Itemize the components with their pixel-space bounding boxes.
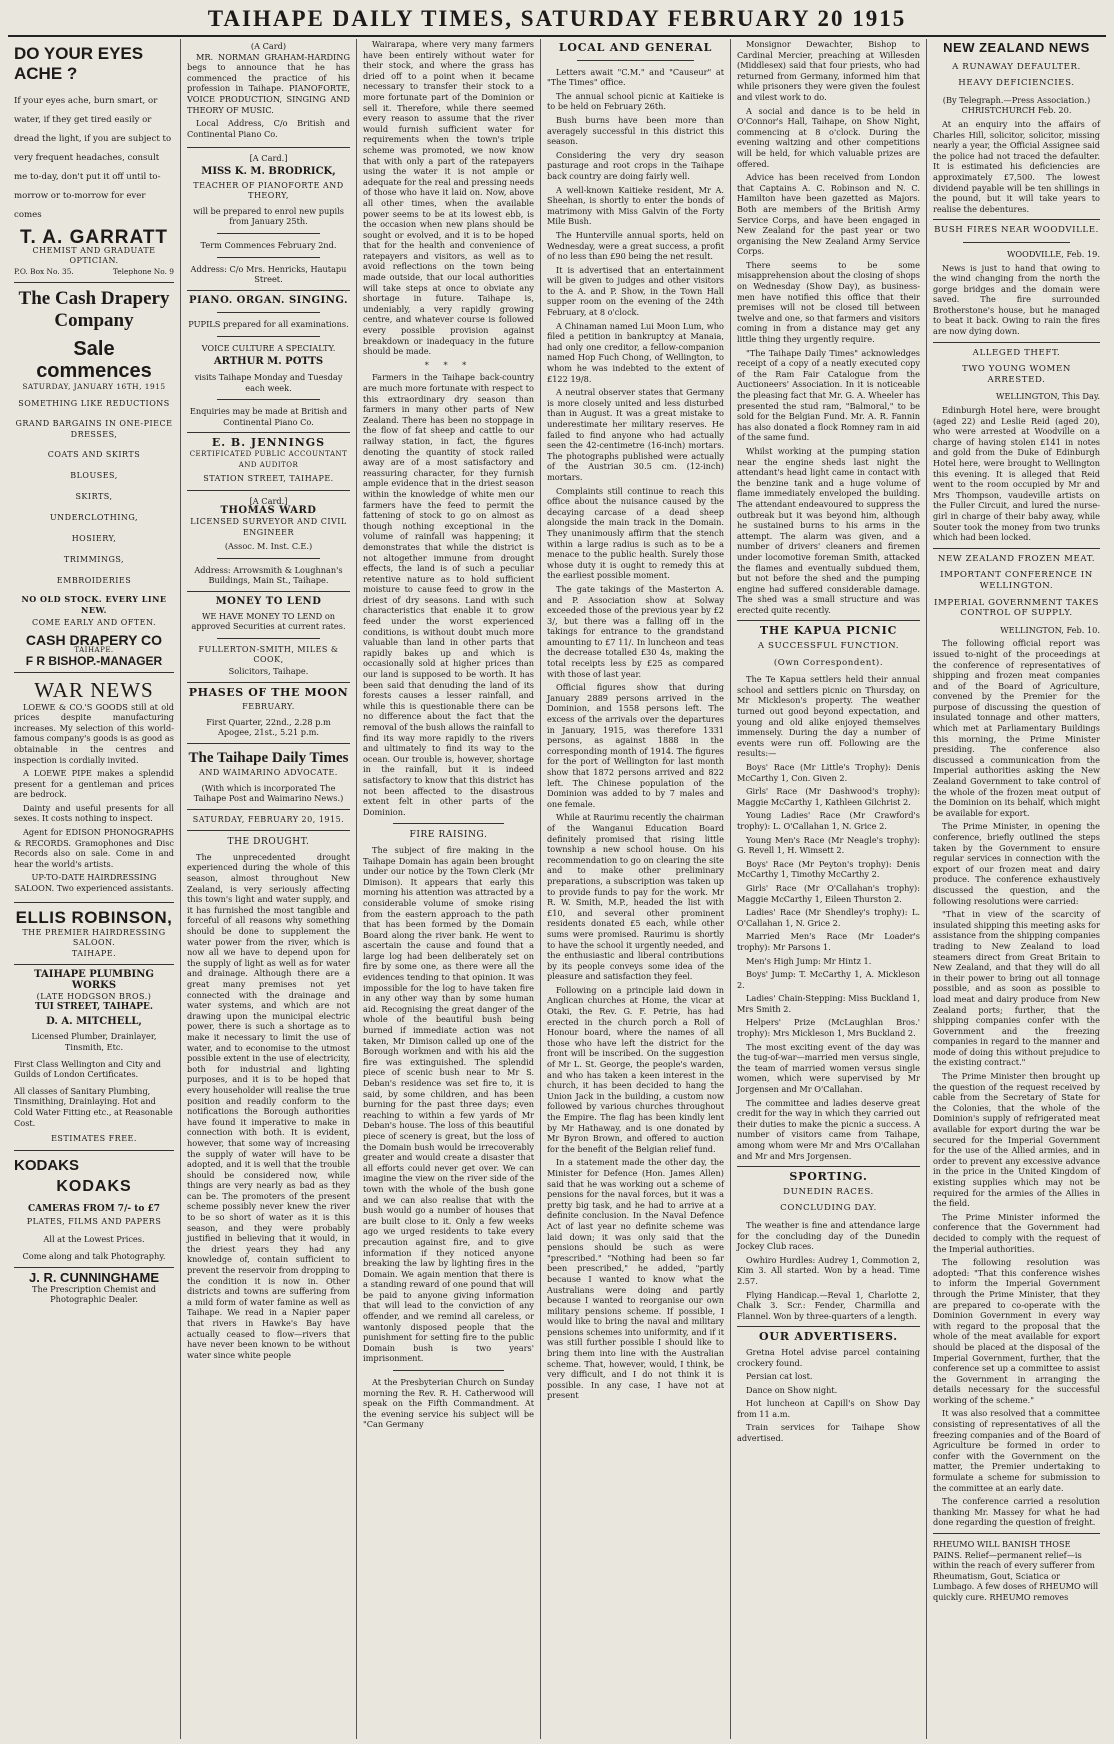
card-brodrick [187,148,350,290]
plumbing-work: All classes of Sanitary Plumbing, Tinsmithing, Drainlaying. Hot and Cold Water Fitting etc., at Reasonable Cost. [14,1085,173,1128]
ad-money-to-lend [187,592,350,683]
meat-item: The Prime Minister then brought up the question of the request received by cable from the Secretary of State for the Colonies, that the whole of the Dominion's supply of refrigerated meat available for export during the war be secured for the Imperial Government for the use of the Allied armies, and in order to prevent any excessive advance in the price in the United Kingdom of existing supplies which may not be required for the armies of the Allies in the field. [933,1071,1100,1209]
kapua-item: Ladies' Chain-Stepping: Miss Buckland 1, Mrs Smith 2. [737,993,920,1014]
kapua-item: The committee and ladies deserve great credit for the way in which they carried out their duties to make the picnic a success. A number of visitors came from Taihape, among whom were Mr and Mrs O'Callahan and Mr and Mrs Jorgensen. [737,1097,920,1161]
news-item: There seems to be some misapprehension about the closing of shops on Wednesday (Show Day), as business-men have notified this office that their premises will not be closed till between twelve and one, so that farmers and visitors coming in from a distance may get any little thing they urgently require. [737,259,920,345]
ellis-sub: THE PREMIER HAIRDRESSING SALOON. [22,927,166,948]
kapua-item: Boys' Race (Mr Peyton's trophy): Denis McCarthy 1, Timothy McCarthy 2. [737,858,920,880]
section-stars: * * * [424,359,473,370]
divider [217,336,320,337]
local-item: The Hunterville annual sports, held on Wednesday, were a great success, a profit of no less than £90 being the net result. [547,229,724,262]
news-item: Advice has been received from London that Captains A. C. Robinson and N. C. Hamilton have been gazetted as Majors. Both are members of the British Army Service Corps, and have been engaged in New Zealand for the past year or two organising the New Zealand Army Service Corps. [737,172,920,257]
meat-item: The following official report was issued to-night of the proceedings at the conference of representatives of shipping and frozen meat companies and of the Board of Agriculture, convened by the Premier for the purpose of discussing the question of insulated tonnage and other matters, which met at Parliamentary Buildings this morning, the Prime Minister presiding. The conference also discussed a communication from the Imperial authorities asking the New Zealand Government to take control of the whole of the frozen meat output of the Dominion on its behalf, which might be available for export. [933,638,1100,818]
local-item: While at Raurimu recently the chairman of the Wanganui Education Board definitely promised that rising little township a new school house. On his recommendation to go on clearing the site and to make other preliminary preparations, a subscription was taken up to provide funds to pay for the work. Mr R. W. Smith, M.P., headed the list with £10, and several other prominent residents donated £5 each, while other sums were promised. Raurimu is shortly to have the school it urgently needed, and the enthusiastic and liberal contributions by its people conveys some idea of the pleasure and satisfaction they feel. [547,812,724,982]
sale-item: EMBROIDERIES [56,575,132,585]
paper-date: SATURDAY, FEBRUARY 20, 1915. [192,814,345,824]
ad-cash-drapery [14,283,174,672]
divider [217,638,320,639]
meat-headline: NEW ZEALAND FROZEN MEAT. [937,553,1096,564]
card-label: [A Card.] [249,153,288,164]
adv-item: Hot luncheon at Capill's on Show Day from 11 a.m. [737,1398,920,1419]
meat-item: The following resolution was adopted: "That this conference wishes to inform the Imperial Government through the Prime Minister, that they are prepared to co-operate with the Dominion Government in every way with regard to the proposal that the whole of the meat available for export should be placed at the disposal of the Imperial Government, further, that the conference set up a committee to assist the Government in arranging the details necessary for the successful working of the scheme." [933,1257,1100,1405]
ward-address: Address: Arrowsmith & Loughnan's Buildings, Main St., Taihape. [194,564,343,586]
local-item: Letters await "C.M." and "Causeur" at "The Times" office. [547,66,724,88]
brodrick-text: will be prepared to enrol new pupils from January 25th. [193,205,344,227]
news-item: "The Taihape Daily Times" acknowledges receipt of a copy of a neatly executed copy of the Ram Fair Catalogue from the Auctioneers' Association. In it is noticeable the pleasing fact that Mr. G. A. Wheeler has presented the stud ram, "Balmoral," to be sold for the Belgian Fund. Mr. A. R. Fannin has also donated a flock Romney ram in aid of the same fund. [737,347,920,443]
sale-title: Sale commences [36,338,152,383]
kodaks-title-1: KODAKS [14,1156,80,1174]
garratt-tel: Telephone No. 9 [112,266,174,276]
plumbing-title: TAIHAPE PLUMBING WORKS [34,969,154,991]
theft-dateline: WELLINGTON, This Day. [996,391,1100,402]
theft-sub: TWO YOUNG WOMEN ARRESTED. [962,364,1071,385]
garratt-box: P.O. Box No. 35. [14,266,74,276]
kapua-item: Young Men's Race (Mr Neagle's trophy): G. Revell 1, H. Wimsett 2. [737,834,920,856]
jennings-address: STATION STREET, TAIHAPE. [203,474,334,484]
plumbing-name: D. A. MITCHELL, [46,1015,142,1027]
paper-sub: AND WAIMARINO ADVOCATE. [199,767,338,777]
eyes-headline: DO YOUR EYES ACHE ? [14,44,144,83]
divider [187,809,350,810]
sale-item: UNDERCLOTHING, [49,512,139,522]
potts-pupils: PUPILS prepared for all examinations. [188,319,349,330]
church-body: At the Presbyterian Church on Sunday morning the Rev. R. H. Catherwood will speak on the Fifth Commandment. At the evening service his subject will be "Can Germany [363,1377,534,1430]
meat-item: It was also resolved that a committee consisting of representatives of all the freezing companies and of the Board of Agriculture be formed in order to confer with the Government on the matter, the Premier undertaking to formulate a scheme for submission to the committee at an early date. [933,1408,1100,1493]
sporting-headline: SPORTING. [789,1170,868,1184]
no-old-stock: NO OLD STOCK. EVERY LINE NEW. [21,593,167,615]
moon-month: FEBRUARY. [242,702,295,712]
column-5-news [731,39,927,1739]
garratt-title: CHEMIST AND GRADUATE OPTICIAN. [32,245,156,266]
come-early: COME EARLY AND OFTEN. [31,618,157,628]
adv-item: Dance on Show night. [746,1384,838,1395]
card-label: (A Card) [250,41,287,51]
divider [933,219,1100,220]
kodaks-title-2: KODAKS [56,1177,132,1195]
kapua-item: Girls' Race (Mr O'Callahan's trophy): Maggie McCarthy 1, Eileen Thurston 2. [737,882,920,904]
ad-war-news [14,673,174,903]
divider [393,1370,504,1371]
war-para: UP-TO-DATE HAIRDRESSING SALOON. Two experienced assistants. [14,872,174,894]
jennings-title: CERTIFICATED PUBLIC ACCOUNTANT AND AUDITOR [189,450,348,469]
moon-apogee: Apogee, 21st., 5.21 p.m. [218,727,319,738]
cash-drapery-title: The Cash Drapery Company [18,288,170,332]
adv-item: Persian cat lost. [746,1371,813,1382]
deficiencies-headline: HEAVY DEFICIENCIES. [958,78,1075,89]
garratt-name: T. A. GARRATT [19,227,169,248]
kapua-item: Boys' Race (Mr Little's Trophy): Denis McCarthy 1, Con. Given 2. [737,762,920,783]
fire-headline: FIRE RAISING. [409,830,488,841]
drought-body: The unprecedented drought experienced during the whole of this season, almost throughout New Zealand, is very seriously affecting this town's light and water supply, and it has furnished the most tangible and forceful of all reasons why something should be done to supplement the water power from the river, which is now all we have to depend upon for the supply of light as well as for water and drainage. Although there are a great many premises not yet connected with the drainage and water systems, and which are not drawing upon the municipal electric power, there is such a shortage as to make it necessary to limit the use of water, and to economise to the utmost possible extent in the use of electricity, both for industrial and lighting purposes, and it is to be hoped that every householder will realise the true position and readily conform to the notifications the Borough authorities have found it imperative to make in connection with both. It is evident, however, that some way of increasing the supply of water will have to be adopted, and it is well that the trouble should be considered now, while things are very nearly as bad as they can be. The promoters of the present scheme possibly never knew the river to be so short of water as it is this season, and they were probably justified in believing that it would, in the driest years they had any knowledge of, contain sufficient to prevent the reservoir from dropping to the condition it is now in. Other districts and towns are suffering from a mild form of water famine as well as Taihape. We read in a Napier paper that rivers in Hawke's Bay have actually ceased to flow—rivers that have never been known to be without water since white people [187,851,350,1360]
news-item: Monsignor Dewachter, Bishop to Cardinal Mercier, preaching at Willesden (Middlesex) said that four priests, who had returned from Germany, informed him that while prisoners they were given the foulest and vilest work to do. [737,39,920,102]
paper-masthead [187,744,350,831]
local-item: A well-known Kaitieke resident, Mr A. Sheehan, is shortly to enter the bonds of matrimony with Miss Galvin of the Forty Mile Bush. [547,184,724,227]
divider [217,233,320,234]
ad-moon-phases [187,683,350,744]
bush-dateline: WOODVILLE, Feb. 19. [1006,248,1100,259]
moon-first: First Quarter, 22nd., 2.28 p.m [206,716,331,727]
kapua-item: Helpers' Prize (McLaughlan Bros.' trophy): Mrs Mickleson 1, Mrs Buckland 2. [737,1017,920,1039]
divider [737,1326,920,1327]
local-general-headline: LOCAL AND GENERAL [558,41,713,54]
card-ward [187,491,350,592]
fire-body: The subject of fire making in the Taihape Domain has again been brought under our notice by the Town Clerk (Mr Dimison). It appears that early this morning his attention was attracted by a considerable volume of smoke rising from the eastern approach to the path that has been formed by the Domain Board along the river bank. He went to ascertain the cause and found that a large log had been deliberately set on fire by some one, as there were all the evidences tending to that opinion. It was impossible for the log to have taken fire in any other way than by some human aid. Recognising the great danger of the whole of the beautiful bush being burned if immediate action was not taken, Mr Dimison called up one of the Borough workmen and with his aid the fire was extinguished. The splendid piece of scenic bush near to Mr S. Deban's residence was set fire to, it is said, by some children, and has been burning for the past three days; even reaching to within a few yards of Mr Deban's house. The loss of this beautiful piece of scenery is great, but the loss of the Domain bush would be irrecoverably greater and would create a disaster that all efforts could never get over. We can imagine the view on the river side of the town with the whole of the bush gone and we can also realise that with the bush would go a number of houses that are built close to it. Only a few weeks ago we urged residents to take every precaution against fire, and to give information if they noticed anyone breaking the law by lighting fires in the Domain. We again mention that there is a standing reward of one pound that will be paid to anyone giving information that will lead to the conviction of any offender, and we remind all careless, or wantonly disposed people that the punishment for setting fire to the public Domain bush is two years' imprisonment. [363,844,534,1364]
news-item: Whilst working at the pumping station near the engine sheds last night the attendant's head light came in contact with the benzine tank and a huge volume of flame immediately enveloped the building. The attendant endeavoured to suppress the outbreak but it was beyond him, although he sustained burns to his arms in the attempt. The alarm was given, and a number of drivers' cleaners and firemen under locomotive foreman Smith, attacked the flames and eventually subdued them, but not before the shed and the pumping engine had suffered considerable damage. The shed was a small structure and was erected quite recently. [737,445,920,615]
potts-visits: visits Taihape Monday and Tuesday each week. [194,372,343,393]
ad-eyes [14,39,174,283]
column-2-cards-editorial [181,39,357,1739]
sale-date: SATURDAY, JANUARY 16TH, 1915 [22,382,166,392]
paper-incorporated: (With which is incorporated The Taihape Post and Waimarino News.) [193,782,344,804]
money-title: MONEY TO LEND [215,595,322,607]
cunninghame-name: J. R. CUNNINGHAME [28,1270,159,1286]
local-item: A Chinaman named Lui Moon Lum, who filed a petition in bankruptcy at Manaia, had only one creditor, a fellow-companion named Hop Fuch Chong, of Wellington, to whom he was indebted to the extent of £122 19/8. [547,320,724,384]
local-item: Considering the very dry season pasturage and root crops in the Taihape back country are doing fairly well. [547,149,724,181]
sale-item: SKIRTS, [75,491,113,501]
local-item: Complaints still continue to reach this office about the nuisance caused by the decaying carcase of a dead sheep alongside the main track in the Domain. They unanimously affirm that the stench within a large radius is such as to be a menace to the public health. Surely those whose duty it is ought to remedy this at the earliest possible moment. [547,485,724,581]
potts-name: ARTHUR M. POTTS [213,356,324,368]
ad-potts [187,291,350,434]
divider [737,620,920,621]
meat-sub-2: IMPERIAL GOVERNMENT TAKES CONTROL OF SUPPLY. [933,597,1100,619]
sale-item: HOSIERY, [71,533,117,543]
cunninghame-sub: The Prescription Chemist and Photographic Dealer. [32,1283,156,1305]
divider [737,1166,920,1167]
plumbing-cert: First Class Wellington and City and Guilds of London Certificates. [14,1058,161,1080]
rheumo-ad: RHEUMO WILL BANISH THOSE PAINS. Relief—permanent relief—is within the reach of every sufferer from Rheumatism, Gout, Sciatica or Lumbago. A few doses of RHEUMO will quickly cure. RHEUMO removes [933,1539,1099,1602]
divider [933,342,1100,343]
theft-headline: ALLEGED THEFT. [972,347,1061,358]
ward-title: LICENSED SURVEYOR AND CIVIL ENGINEER [190,517,347,537]
ellis-name: ELLIS ROBINSON, [15,907,173,927]
columns [8,39,1106,1739]
sale-item: GRAND BARGAINS IN ONE-PIECE DRESSES, [15,418,173,439]
paper-title: The Taihape Daily Times [188,749,349,766]
sale-item: SOMETHING LIKE REDUCTIONS [18,398,170,408]
plumbing-trade: Licensed Plumber, Drainlayer, Tinsmith, Etc. [31,1031,157,1052]
drought-continued: Wairarapa, where very many farmers have been entirely without water for their stock, and where the grass has dried off to a point when it became necessary to transfer their stock to a more fortunate part of the Dominion or sell it. Therefore, while there seemed every reason to assume that the river would furnish sufficient water for requirements when the town's triple scheme was promoted, we now know that with only a part of the ratepayers using the water it is not ample or adequate for the real and pressing needs of those who have it laid on. Now, above all other times, when the available power seems to be at its lowest ebb, is the occasion when new plans should be sought or evolved, and it is to be hoped that for the health and convenience of ratepayers and visitors, as well as to avoid reflections on the town being made outside, that our local authorities will take steps at once to obviate any shortage in future. Taihape is, undeniably, a very rapidly growing centre, and whatever course is followed every possible provision against breakdown or inadequacy in the future should be made. [363,39,534,357]
kapua-sub: A SUCCESSFUL FUNCTION. [757,641,900,652]
ward-name: THOMAS WARD [220,505,317,517]
news-item: A social and dance is to be held in O'Connor's Hall, Taihape, on Show Night, commencing at 8 o'clock. During the evening waltzing and other competitions will be held, for which valuable prizes are offered. [737,105,920,169]
kapua-item: Men's High Jump: Mr Hintz 1. [746,955,872,966]
ward-assoc: (Assoc. M. Inst. C.E.) [224,541,313,552]
kapua-item: The most exciting event of the day was the tug-of-war—married men versus single, the team of married women versus single women, which were supervised by Mr Jorgensen and Mr O'Callahan. [737,1041,920,1095]
divider [963,242,1070,243]
farmers-body: Farmers in the Taihape back-country are much more fortunate with respect to this extraordinary dry season than farmers in many other parts of New Zealand. There has been no stoppage in the flow of fat sheep and cattle to our railway station, in fact, the figures denoting the quantity of stock railed away are of a most satisfactory and reassuring character, for they furnish ample evidence that in the driest season within the knowledge of white men our farmers have the feed to permit the fattening of stock to go on almost as though nothing exceptional in the volume of rainfall was happening; it demonstrates that while the district is not altogether immune from drought effects, the land is of such a peculiar retentive nature as to hold sufficient moisture to cause feed to grow in the driest of dry seasons. Land with such characteristics that enable it to grow feed under the worst experienced conditions, is without doubt much more valuable than land in other parts that rapidly bakes up and which is occasionally sold at higher prices than our land is supposed to be worth. It has been said that denuding the land of its forests causes a lesser rainfall, and while this is questionable there can be no difference about the fact that the removal of the bush allows the rainfall to find its way more rapidly to the rivers and ultimately to find its way to the ocean. Our trouble is, however, shortage in the rainfall, but it is indeed satisfactory to know that this district has not been affected to the disastrous extent felt in other parts of the Dominion. [363,372,534,817]
runaway-headline: A RUNAWAY DEFAULTER. [952,61,1081,72]
meat-item: The Prime Minister informed the conference that the Government had decided to comply with the request of the Imperial authorities. [933,1211,1100,1254]
meat-item: The conference carried a resolution thanking Mr. Massey for what he had done regarding the question of freight. [933,1496,1100,1528]
local-item: In a statement made the other day, the Minister for Defence (Hon. James Allen) said that he was working out a scheme of pensions for the naval forces, but it was a pretty big task, and he had to arrive at a definite conclusion. In the Naval Defence Act of last year no definite scheme was laid down; it was only said that the pensions should be such as were "prescribed." "Nothing had been so far been prescribed," he added, "partly because I wanted to know what the Australians were doing and partly because I wanted to reorganise our own military pensions scheme. If possible, I would like to bring the naval and military pensions schemes into uniformity, and if it was still further possible I should like to bring them into line with the Australian scheme. That, however, would, I think, be very difficult, and I do not think it is possible. In any case, I have not at present [547,1157,724,1401]
local-item: Following on a principle laid down in Anglican churches at Home, the vicar at Otaki, the Rev. G. F. Petrie, has had erected in the church porch a Roll of Honour board, where the names of all those who have left the district for the front will be inscribed. On the suggestion of Mr L. St. George, the people's warden, and who has taken a keen interest in the church, it has been decided to hang the Union Jack in the building, a custom now followed by various churches throughout the Empire. The flag has been kindly lent by Mr Hathaway, and is one donated by Mr Byron Brown, and offered to auction for the benefit of the Belgian relief fund. [547,984,724,1154]
meat-item: "That in view of the scarcity of insulated shipping this meeting asks for assistance from the shipping companies trading to New Zealand to load steamers direct from Great Britain to New Zealand, and that they will do all in their power to bring out all tonnage possible, and as soon as possible to load meat and dairy produce from New Zealand ports; further, that the shipping companies confer with the Government and the freezing companies in regard to the manner and mode of doing this without prejudice to the existing contract." [933,909,1100,1068]
local-item: The annual school picnic at Kaitieke is to be held on February 26th. [547,90,724,112]
bush-body: News is just to hand that owing to the wind changing from the north the gorge bridges and the domain were saved. The fire surrounded Brotherstone's house, but he managed to beat it back. Owing to rain the fires are now dying down. [933,262,1100,337]
war-para: Dainty and useful presents for all sexes. It costs nothing to inspect. [14,802,174,824]
card-label: [A Card.] [249,495,288,506]
sale-item: TRIMMINGS, [63,554,125,564]
local-item: Bush burns have been more than averagely successful in this district this season. [547,114,724,147]
nz-news-headline: NEW ZEALAND NEWS [943,40,1090,55]
column-4-local-general [541,39,731,1739]
kodaks-plates: PLATES, FILMS AND PAPERS [26,1217,162,1227]
war-para: LOEWE & CO.'S GOODS still at old prices despite manufacturing increases. My selection of this world-famous company's goods is as good as obtainable in the centres and inspection is cordially invited. [14,701,174,765]
adv-item: Train services for Taihape Show advertised. [737,1422,920,1444]
war-para: Agent for EDISON PHONOGRAPHS & RECORDS. Gramophones and Disc Records also on sale. Come in and hear the world's artists. [14,827,174,869]
column-3-editorial [357,39,541,1739]
divider [933,548,1100,549]
kapua-item: The Te Kapua settlers held their annual school and settlers picnic on Thursday, on Mr Mickleson's property. The weather turned out good beyond expectation, and young and old alike enjoyed themselves immensely. During the day a number of events were run off. Following are the results:— [737,674,920,759]
money-solicitors: Solicitors, Taihape. [228,665,309,676]
eyes-body: If your eyes ache, burn smart, or water, if they get tired easily or dread the light, if you are subject to very frequent headaches, consult me to-day, don't put it off until to-morrow or to-morrow for ever comes [14,96,172,220]
ellis-town: TAIHAPE. [71,948,117,958]
column-1-advertisements [8,39,181,1739]
sport-item: Flying Handicap.—Reval 1, Charlotte 2, Chalk 3. Scr.: Fender, Charmilla and Flannel. Won by three-quarters of a length. [737,1289,920,1321]
masthead: TAIHAPE DAILY TIMES, SATURDAY FEBRUARY 20 1915 [8,6,1106,37]
local-item: It is advertised that an entertainment will be given to judges and other visitors to the A. and P. Show, in the Town Hall supper room on the evening of the 24th February, at 8 o'clock. [547,264,724,318]
brodrick-title: TEACHER OF PIANOFORTE AND THEORY, [193,180,344,201]
potts-voice: VOICE CULTURE A SPECIALTY. [201,342,336,353]
bush-headline: BUSH FIRES NEAR WOODVILLE. [934,225,1099,236]
ad-plumbing [14,965,174,1150]
potts-title: PIANO. ORGAN. SINGING. [188,294,349,306]
advertisers-headline: OUR ADVERTISERS. [759,1330,898,1344]
dunedin-headline: DUNEDIN RACES. [783,1186,874,1197]
ad-ellis-robinson [14,903,174,966]
drought-headline: THE DROUGHT. [227,837,310,848]
kapua-correspondent: (Own Correspondent). [773,657,884,668]
sport-item: The weather is fine and attendance large for the concluding day of the Dunedin Jockey Club races. [737,1219,920,1252]
jennings-name: E. B. JENNINGS [211,436,326,450]
money-text: WE HAVE MONEY TO LEND on approved Securities at current rates. [191,610,346,632]
runaway-body: At an enquiry into the affairs of Charles Hill, solicitor, solicitor, missing nearly a year, the Official Assignee said the police had not traced the defaulter. It is estimated his deficiencies are approximately £7,500. The lowest dividend payable will be ten shillings in the pound, but it will take years to realise the debentures. [933,118,1100,214]
runaway-byline: (By Telegraph.—Press Association.) CHRISTCHURCH Feb. 20. [942,94,1091,116]
meat-sub: IMPORTANT CONFERENCE IN WELLINGTON. [940,570,1093,591]
local-item: A neutral observer states that Germany is more closely united and less disturbed than in August. It was a great mistake to underestimate her military reserves. He failed to find anyone who had actually seen the 42-centimetre (16-inch) mortars. The photographs published were actually of the Austrian 30.5 cm. (12-inch) mortars. [547,387,724,482]
brodrick-term: Term Commences February 2nd. [200,239,337,250]
meat-dateline: WELLINGTON, Feb. 10. [1000,624,1100,635]
divider [217,558,320,559]
potts-enquiries: Enquiries may be made at British and Continental Piano Co. [189,406,348,427]
moon-title: PHASES OF THE MOON [188,685,349,699]
brodrick-address: Address: C/o Mrs. Henricks, Hautapu Street. [190,263,347,285]
war-para: A LOEWE PIPE makes a splendid present for a gentleman and prices are bedrock. [14,768,174,800]
column-6-nz-news [927,39,1106,1739]
meat-item: The Prime Minister, in opening the conference, briefly outlined the steps taken by the Government to ensure regular services in connection with the export of our frozen meat and dairy produce. The conference exhaustively discussed the question, and the following resolutions were carried: [933,821,1100,906]
kapua-item: Ladies' Race (Mr Shendley's trophy): L. O'Callahan 1, N. Grice 2. [737,907,920,928]
ad-kodaks [14,1151,174,1310]
garratt-contact [14,267,174,278]
war-news-title: WAR NEWS [34,677,154,702]
divider [14,1267,174,1268]
kodaks-cameras: CAMERAS FROM 7/- to £7 [27,1203,161,1214]
card-address: Local Address, C/o British and Continental Piano Co. [187,118,350,139]
cash-drapery-co: CASH DRAPERY CO [25,631,163,648]
theft-body: Edinburgh Hotel here, were brought (aged 22) and Leslie Reid (aged 20), who were arrested at Woodville on a charge of having stolen £141 in notes and gold from the Duke of Edinburgh Hotel here, were brought to Wellington this evening. It is alleged that Reid went to the room occupied by Mr and Mrs Thompson, vaudeville artists on the Fuller Circuit, and lured the nurse-girl in charge of their baby away, while Souter took the money from two trunks which had been locked. [933,405,1100,543]
local-item: Official figures show that during January 2889 persons arrived in the Dominion, and 1558 persons left. The excess of the arrivals over the departures in January, 1915, was therefore 1331 persons, as against 1888 in the corresponding month of 1914. The figures for the port of Wellington for last month show that 1872 persons arrived and 822 left. The Chinese population of the Dominion was added to by 7 males and one female. [547,682,724,809]
local-item: The gate takings of the Masterton A. and P. Association show at Solway exceeded those of the previous year by £2 3/, but there was a falling off in the takings for entrance to the grandstand amounting to £7 11/. In luncheon and teas the decrease totalled £30 4s, making the total receipts less by £25 as compared with those of last year. [547,583,724,679]
sale-item: BLOUSES, [70,470,118,480]
concluding-day: CONCLUDING DAY. [780,1203,877,1214]
divider [933,1533,1100,1534]
kapua-item: Boys' Jump: T. McCarthy 1, A. Mickleson 2. [737,969,920,990]
card-graham-harding [187,39,350,148]
divider [217,257,320,258]
kapua-headline: THE KAPUA PICNIC [759,624,898,638]
kapua-item: Girls' Race (Mr Dashwood's trophy): Maggie McCarthy 1, Kathleen Gilchrist 2. [737,786,920,807]
divider [217,312,320,313]
divider [577,60,694,61]
card-text: MR. NORMAN GRAHAM-HARDING begs to announce that he has commenced the practice of his profession in Taihape. PIANOFORTE, VOICE PRODUCTION, SINGING AND THEORY OF MUSIC. [187,51,350,115]
plumbing-free: ESTIMATES FREE. [51,1134,137,1144]
plumbing-street: TUI STREET, TAIHAPE. [35,1002,153,1013]
plumbing-late: (LATE HODGSON BROS.) [36,991,152,1001]
kodaks-lowest: All at the Lowest Prices. [43,1233,145,1244]
kapua-item: Married Men's Race (Mr Loader's trophy): Mr Parsons 1. [737,931,920,952]
money-firm: FULLERTON-SMITH, MILES & COOK, [198,644,339,665]
cash-manager: F R BISHOP.-MANAGER [25,653,163,668]
kapua-item: Young Ladies' Race (Mr Crawford's trophy): L. O'Callahan 1, N. Grice 2. [737,810,920,831]
kodaks-come-talk: Come along and talk Photography. [22,1250,166,1261]
ad-jennings [187,433,350,490]
cash-town: TAIHAPE. [74,646,114,655]
sale-item: COATS AND SKIRTS [47,449,141,459]
sport-item: Owhiro Hurdles: Audrey 1, Commotion 2, Kim 3. All started. Won by a head. Time 2.57. [737,1254,920,1286]
divider [217,399,320,400]
brodrick-name: MISS K. M. BRODRICK, [201,165,336,177]
divider [393,823,504,824]
sale-items [14,393,174,591]
adv-item: Gretna Hotel advise parcel containing crockery found. [737,1346,920,1368]
